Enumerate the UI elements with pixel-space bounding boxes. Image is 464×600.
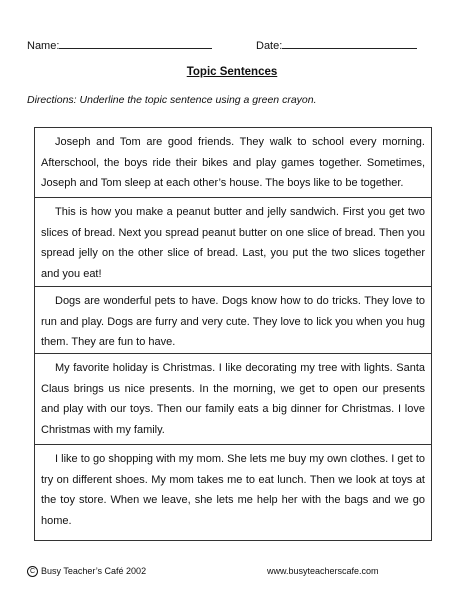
name-label: Name: xyxy=(27,40,60,52)
footer-copyright xyxy=(27,566,146,577)
footer-website: www.busyteacherscafe.com xyxy=(267,566,379,576)
date-label: Date: xyxy=(256,40,283,52)
worksheet-title: Topic Sentences xyxy=(186,66,278,78)
paragraph-table xyxy=(34,127,432,541)
date-field xyxy=(256,38,417,52)
copyright-icon: C xyxy=(27,566,38,577)
paragraph-cell: Joseph and Tom are good friends. They walk to school every morning. Afterschool, the boys ride their bikes and play games together. Sometimes, Joseph and Tom sleep at each other’s house. The boys like to be together. xyxy=(35,128,431,198)
name-field xyxy=(27,38,212,52)
paragraph-cell: My favorite holiday is Christmas. I like decorating my tree with lights. Santa Claus brings us nice presents. In the morning, we get to open our presents and play with our toys. Then our family eats a big dinner for Christmas. I love Christmas with my family. xyxy=(35,354,431,445)
paragraph-cell: This is how you make a peanut butter and jelly sandwich. First you get two slices of bread. Next you spread peanut butter on one slice of bread. Then you spread jelly on the other slice of bread. Last, you put the two slices together and you eat! xyxy=(35,198,431,287)
paragraph-cell: I like to go shopping with my mom. She lets me buy my own clothes. I get to try on different shoes. My mom takes me to eat lunch. Then we look at toys at the toy store. When we leave, she lets me help her with the bags and we go home. xyxy=(41,453,425,527)
header-row xyxy=(27,38,437,54)
paragraph-cell: Dogs are wonderful pets to have. Dogs know how to do tricks. They love to run and play. Dogs are furry and very cute. They love to lick you when you hug them. They are fun to have. xyxy=(35,287,431,354)
name-blank-line xyxy=(59,38,212,49)
date-blank-line xyxy=(282,38,417,49)
copyright-text: Busy Teacher’s Café 2002 xyxy=(41,566,147,576)
directions-text: Directions: Underline the topic sentence using a green crayon. xyxy=(27,94,317,106)
